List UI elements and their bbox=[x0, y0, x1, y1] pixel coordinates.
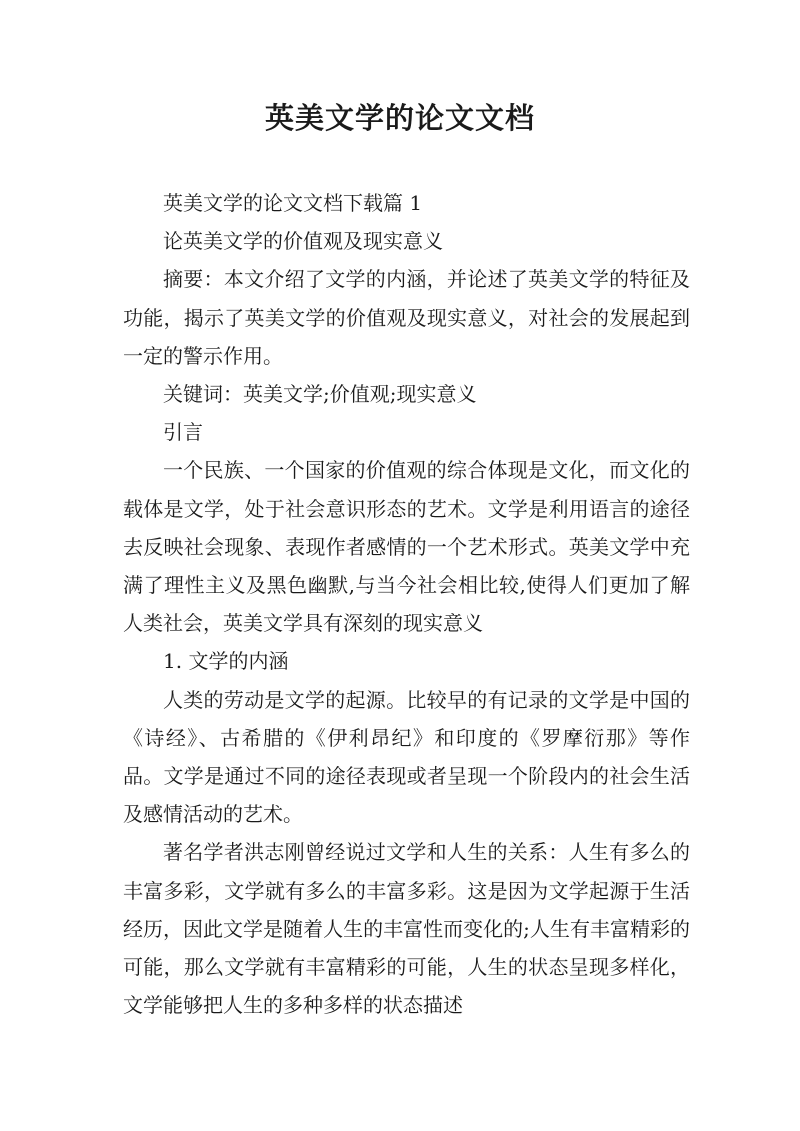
document-body bbox=[123, 184, 690, 1024]
paragraph-intro-heading: 引言 bbox=[163, 420, 203, 445]
paragraph-download-heading: 英美文学的论文文档下载篇 1 bbox=[163, 191, 423, 215]
paragraph-keywords: 关键词：英美文学;价值观;现实意义 bbox=[163, 382, 477, 407]
paragraph-section-1-body-2: 著名学者洪志刚曾经说过文学和人生的关系：人生有多么的丰富多彩，文学就有多么的丰富多彩。这是因为文学起源于生活经历，因此文学是随着人生的丰富性而变化的;人生有丰富精彩的可能，那么文学就有丰富精彩的可能，人生的状态呈现多样化，文学能够把人生的多种多样的状态描述 bbox=[123, 840, 690, 1018]
paragraph-article-title: 论英美文学的价值观及现实意义 bbox=[163, 229, 443, 254]
paragraph-section-1-body: 人类的劳动是文学的起源。比较早的有记录的文学是中国的《诗经》、古希腊的《伊利昂纪》和印度的《罗摩衍那》等作品。文学是通过不同的途径表现或者呈现一个阶段内的社会生活及感情活动的艺术。 bbox=[123, 687, 690, 827]
document-title: 英美文学的论文文档 bbox=[264, 101, 535, 135]
paragraph-intro-body: 一个民族、一个国家的价值观的综合体现是文化，而文化的载体是文学，处于社会意识形态的艺术。文学是利用语言的途径去反映社会现象、表现作者感情的一个艺术形式。英美文学中充满了理性主义及黑色幽默,与当今社会相比较,使得人们更加了解人类社会，英美文学具有深刻的现实意义 bbox=[123, 458, 690, 636]
paragraph-section-1-heading: 1. 文学的内涵 bbox=[163, 649, 289, 674]
paragraph-abstract: 摘要：本文介绍了文学的内涵，并论述了英美文学的特征及功能，揭示了英美文学的价值观及现实意义，对社会的发展起到一定的警示作用。 bbox=[123, 267, 690, 368]
